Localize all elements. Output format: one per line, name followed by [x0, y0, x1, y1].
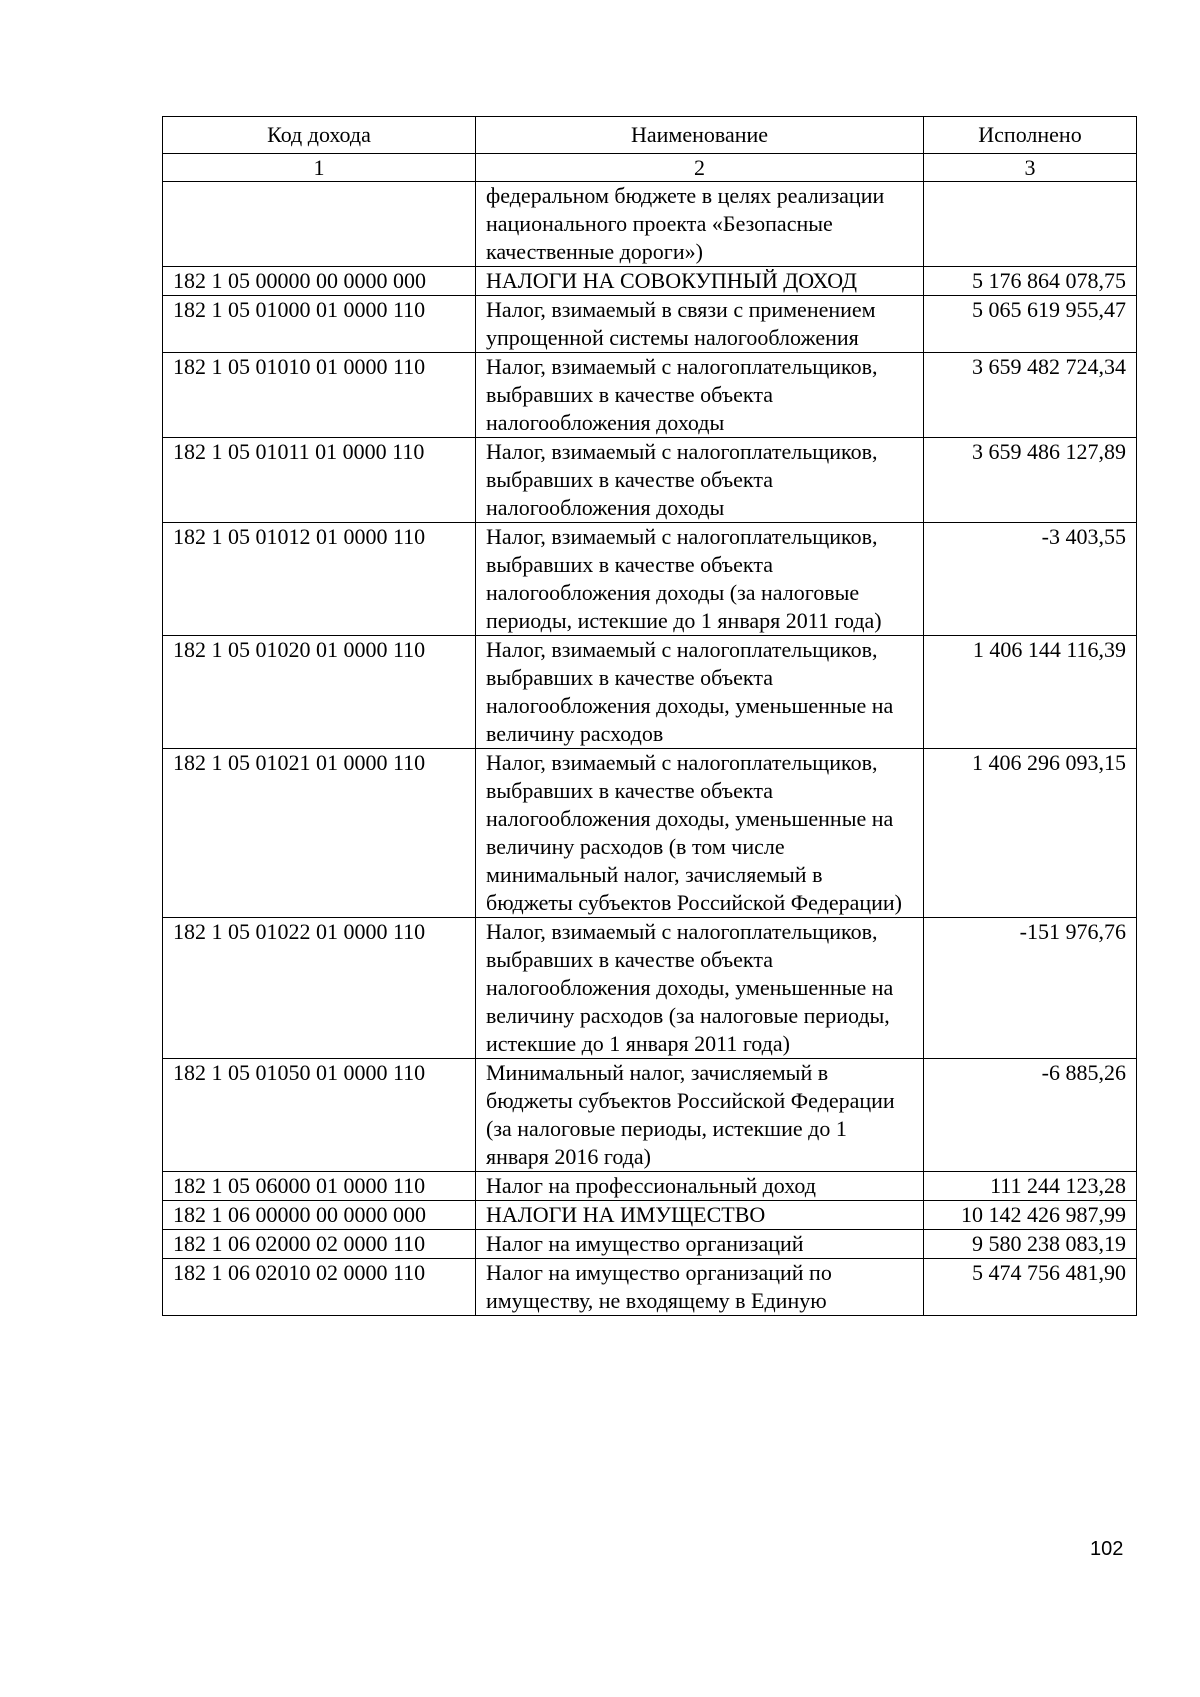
- income-code-cell: 182 1 05 01022 01 0000 110: [163, 918, 476, 1059]
- name-cell: Налог на профессиональный доход: [476, 1172, 924, 1201]
- income-code-cell: 182 1 05 06000 01 0000 110: [163, 1172, 476, 1201]
- table-row: [163, 1259, 1137, 1316]
- name-cell: федеральном бюджете в целях реализации национального проекта «Безопасные качественные дороги»): [476, 182, 924, 267]
- executed-value-cell: 10 142 426 987,99: [924, 1201, 1137, 1230]
- name-cell: Налог, взимаемый с налогоплательщиков, выбравших в качестве объекта налогообложения доходы, уменьшенные на величину расходов: [476, 636, 924, 749]
- executed-value-cell: 3 659 486 127,89: [924, 438, 1137, 523]
- income-code-cell: 182 1 06 02010 02 0000 110: [163, 1259, 476, 1316]
- column-number-3: 3: [924, 154, 1137, 182]
- table-row: [163, 749, 1137, 918]
- executed-value-cell: [924, 182, 1137, 267]
- table-row: [163, 918, 1137, 1059]
- column-number-row: [163, 154, 1137, 182]
- name-cell: Налог, взимаемый с налогоплательщиков, выбравших в качестве объекта налогообложения доходы (за налоговые периоды, истекшие до 1 января 2011 года): [476, 523, 924, 636]
- name-cell: НАЛОГИ НА СОВОКУПНЫЙ ДОХОД: [476, 267, 924, 296]
- name-cell: Налог, взимаемый в связи с применением упрощенной системы налогообложения: [476, 296, 924, 353]
- header-row: [163, 117, 1137, 154]
- income-code-cell: 182 1 06 00000 00 0000 000: [163, 1201, 476, 1230]
- header-name: Наименование: [476, 117, 924, 154]
- name-cell: Налог, взимаемый с налогоплательщиков, выбравших в качестве объекта налогообложения доходы, уменьшенные на величину расходов (за налоговые периоды, истекшие до 1 января 2011 года): [476, 918, 924, 1059]
- table-row: [163, 636, 1137, 749]
- table-row: [163, 182, 1137, 267]
- name-cell: Налог на имущество организаций: [476, 1230, 924, 1259]
- name-cell: Налог, взимаемый с налогоплательщиков, выбравших в качестве объекта налогообложения доходы, уменьшенные на величину расходов (в том числе минимальный налог, зачисляемый в бюджеты субъектов Российской Федерации): [476, 749, 924, 918]
- income-code-cell: 182 1 05 01010 01 0000 110: [163, 353, 476, 438]
- table-row: [163, 438, 1137, 523]
- table-row: [163, 523, 1137, 636]
- income-code-cell: 182 1 05 00000 00 0000 000: [163, 267, 476, 296]
- header-code: Код дохода: [163, 117, 476, 154]
- income-code-cell: [163, 182, 476, 267]
- income-code-cell: 182 1 05 01021 01 0000 110: [163, 749, 476, 918]
- executed-value-cell: 5 065 619 955,47: [924, 296, 1137, 353]
- header-executed: Исполнено: [924, 117, 1137, 154]
- table-row: [163, 1201, 1137, 1230]
- table-row: [163, 353, 1137, 438]
- income-code-cell: 182 1 05 01012 01 0000 110: [163, 523, 476, 636]
- income-code-cell: 182 1 05 01011 01 0000 110: [163, 438, 476, 523]
- name-cell: Минимальный налог, зачисляемый в бюджеты субъектов Российской Федерации (за налоговые периоды, истекшие до 1 января 2016 года): [476, 1059, 924, 1172]
- executed-value-cell: -3 403,55: [924, 523, 1137, 636]
- column-number-2: 2: [476, 154, 924, 182]
- revenue-table: [162, 116, 1137, 1316]
- executed-value-cell: 9 580 238 083,19: [924, 1230, 1137, 1259]
- executed-value-cell: -6 885,26: [924, 1059, 1137, 1172]
- executed-value-cell: 5 176 864 078,75: [924, 267, 1137, 296]
- name-cell: НАЛОГИ НА ИМУЩЕСТВО: [476, 1201, 924, 1230]
- table-row: [163, 296, 1137, 353]
- income-code-cell: 182 1 05 01000 01 0000 110: [163, 296, 476, 353]
- executed-value-cell: 111 244 123,28: [924, 1172, 1137, 1201]
- table-row: [163, 1230, 1137, 1259]
- income-code-cell: 182 1 05 01020 01 0000 110: [163, 636, 476, 749]
- executed-value-cell: -151 976,76: [924, 918, 1137, 1059]
- name-cell: Налог на имущество организаций по имуществу, не входящему в Единую: [476, 1259, 924, 1316]
- executed-value-cell: 1 406 296 093,15: [924, 749, 1137, 918]
- executed-value-cell: 5 474 756 481,90: [924, 1259, 1137, 1316]
- executed-value-cell: 1 406 144 116,39: [924, 636, 1137, 749]
- name-cell: Налог, взимаемый с налогоплательщиков, выбравших в качестве объекта налогообложения доходы: [476, 438, 924, 523]
- income-code-cell: 182 1 05 01050 01 0000 110: [163, 1059, 476, 1172]
- column-number-1: 1: [163, 154, 476, 182]
- table-row: [163, 1059, 1137, 1172]
- income-code-cell: 182 1 06 02000 02 0000 110: [163, 1230, 476, 1259]
- table-row: [163, 267, 1137, 296]
- table-body: [163, 182, 1137, 1316]
- name-cell: Налог, взимаемый с налогоплательщиков, выбравших в качестве объекта налогообложения доходы: [476, 353, 924, 438]
- page-number: 102: [1090, 1538, 1124, 1560]
- table-row: [163, 1172, 1137, 1201]
- executed-value-cell: 3 659 482 724,34: [924, 353, 1137, 438]
